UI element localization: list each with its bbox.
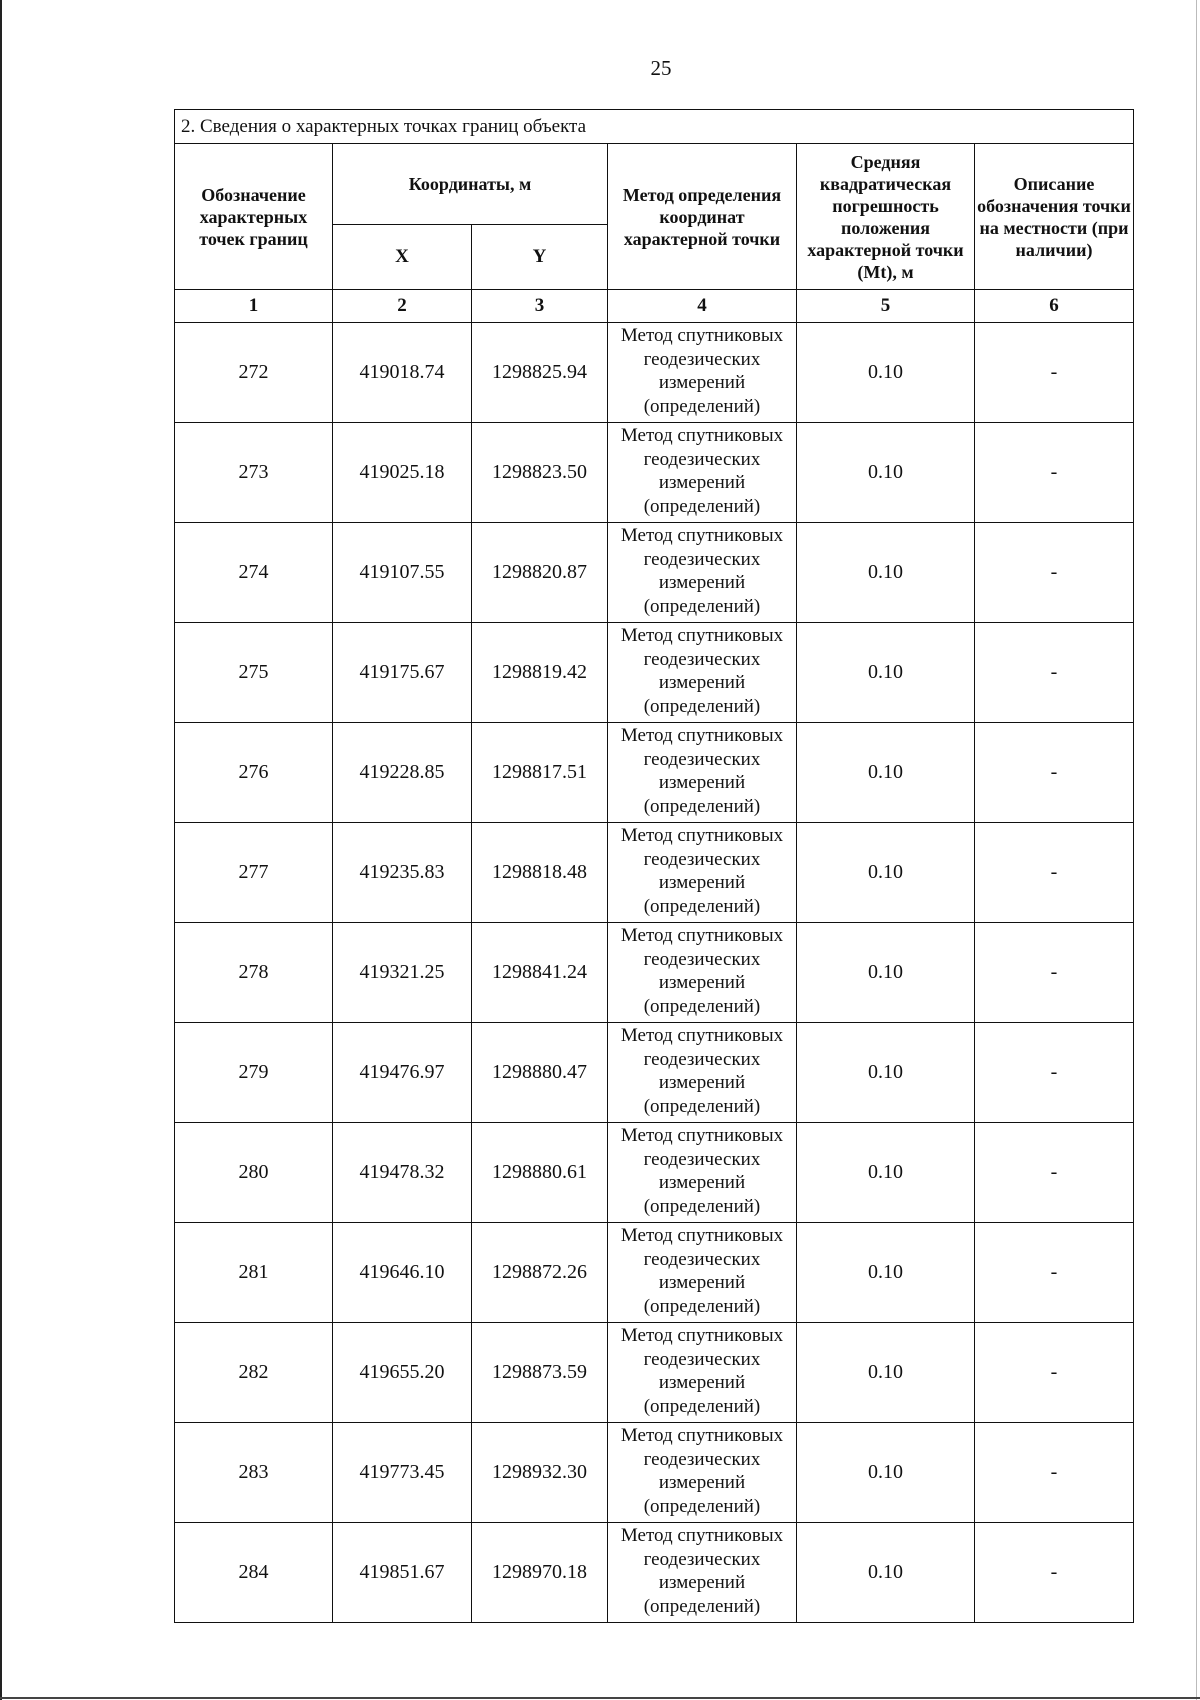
boundary-points-table (174, 109, 1134, 1623)
cell-x: 419228.85 (333, 723, 472, 823)
cell-error: 0.10 (797, 723, 975, 823)
cell-description: - (975, 823, 1134, 923)
scan-edge-right (1196, 0, 1197, 1700)
cell-x: 419025.18 (333, 423, 472, 523)
cell-description: - (975, 923, 1134, 1023)
cell-x: 419646.10 (333, 1223, 472, 1323)
cell-x: 419018.74 (333, 323, 472, 423)
cell-y: 1298880.47 (472, 1023, 608, 1123)
table-caption-row (175, 110, 1134, 144)
cell-method (608, 923, 797, 1023)
cell-description: - (975, 523, 1134, 623)
cell-method (608, 1323, 797, 1423)
column-number: 6 (975, 290, 1134, 323)
cell-method (608, 1123, 797, 1223)
cell-method (608, 423, 797, 523)
cell-x: 419235.83 (333, 823, 472, 923)
cell-error: 0.10 (797, 423, 975, 523)
column-number: 3 (472, 290, 608, 323)
cell-description: - (975, 723, 1134, 823)
page-number: 25 (650, 56, 672, 80)
cell-y: 1298817.51 (472, 723, 608, 823)
table-row (175, 323, 1134, 423)
cell-y: 1298825.94 (472, 323, 608, 423)
cell-point: 280 (175, 1123, 333, 1223)
table-row (175, 1423, 1134, 1523)
cell-x: 419773.45 (333, 1423, 472, 1523)
cell-x: 419321.25 (333, 923, 472, 1023)
method-text: Метод спутниковых геодезических измерений (определений) (620, 725, 784, 817)
cell-point: 281 (175, 1223, 333, 1323)
table-row (175, 623, 1134, 723)
method-text: Метод спутниковых геодезических измерений (определений) (620, 1125, 784, 1217)
table-caption: 2. Сведения о характерных точках границ объекта (175, 110, 1134, 144)
column-number: 4 (608, 290, 797, 323)
cell-point: 283 (175, 1423, 333, 1523)
cell-point: 275 (175, 623, 333, 723)
method-text: Метод спутниковых геодезических измерений (определений) (620, 1225, 784, 1317)
cell-y: 1298880.61 (472, 1123, 608, 1223)
table-row (175, 1523, 1134, 1623)
cell-description: - (975, 323, 1134, 423)
scan-edge-bottom (0, 1697, 1200, 1699)
method-text: Метод спутниковых геодезических измерений (определений) (620, 325, 784, 417)
header-x: X (333, 225, 472, 290)
table-row (175, 723, 1134, 823)
cell-error: 0.10 (797, 923, 975, 1023)
method-text: Метод спутниковых геодезических измерений (определений) (620, 1325, 784, 1417)
method-text: Метод спутниковых геодезических измерений (определений) (620, 425, 784, 517)
cell-description: - (975, 1223, 1134, 1323)
header-description: Описание обозначения точки на местности (при наличии) (975, 144, 1134, 290)
cell-method (608, 523, 797, 623)
header-method: Метод определения координат характерной точки (608, 144, 797, 290)
cell-method (608, 1023, 797, 1123)
method-text: Метод спутниковых геодезических измерений (определений) (620, 525, 784, 617)
cell-y: 1298820.87 (472, 523, 608, 623)
cell-description: - (975, 423, 1134, 523)
cell-error: 0.10 (797, 523, 975, 623)
cell-method (608, 323, 797, 423)
cell-point: 273 (175, 423, 333, 523)
cell-method (608, 1523, 797, 1623)
cell-method (608, 1223, 797, 1323)
cell-y: 1298819.42 (472, 623, 608, 723)
cell-y: 1298873.59 (472, 1323, 608, 1423)
table-header-row (175, 144, 1134, 225)
cell-method (608, 1423, 797, 1523)
cell-description: - (975, 1323, 1134, 1423)
cell-x: 419478.32 (333, 1123, 472, 1223)
cell-x: 419851.67 (333, 1523, 472, 1623)
cell-x: 419476.97 (333, 1023, 472, 1123)
cell-error: 0.10 (797, 1523, 975, 1623)
method-text: Метод спутниковых геодезических измерений (определений) (620, 1525, 784, 1617)
method-text: Метод спутниковых геодезических измерений (определений) (620, 925, 784, 1017)
header-error: Средняя квадратическая погрешность положения характерной точки (Mt), м (797, 144, 975, 290)
cell-error: 0.10 (797, 1223, 975, 1323)
cell-error: 0.10 (797, 1423, 975, 1523)
column-number: 2 (333, 290, 472, 323)
cell-y: 1298932.30 (472, 1423, 608, 1523)
method-text: Метод спутниковых геодезических измерений (определений) (620, 1025, 784, 1117)
cell-error: 0.10 (797, 623, 975, 723)
cell-point: 278 (175, 923, 333, 1023)
cell-point: 272 (175, 323, 333, 423)
cell-description: - (975, 623, 1134, 723)
cell-error: 0.10 (797, 323, 975, 423)
cell-description: - (975, 1423, 1134, 1523)
cell-error: 0.10 (797, 1023, 975, 1123)
header-y: Y (472, 225, 608, 290)
cell-point: 284 (175, 1523, 333, 1623)
table-row (175, 1023, 1134, 1123)
method-text: Метод спутниковых геодезических измерений (определений) (620, 825, 784, 917)
cell-method (608, 723, 797, 823)
table-row (175, 523, 1134, 623)
cell-method (608, 823, 797, 923)
cell-x: 419175.67 (333, 623, 472, 723)
header-designation: Обозначение характерных точек границ (175, 144, 333, 290)
cell-y: 1298823.50 (472, 423, 608, 523)
method-text: Метод спутниковых геодезических измерений (определений) (620, 625, 784, 717)
cell-error: 0.10 (797, 1123, 975, 1223)
cell-description: - (975, 1523, 1134, 1623)
table-row (175, 1123, 1134, 1223)
table-row (175, 1223, 1134, 1323)
cell-description: - (975, 1023, 1134, 1123)
cell-point: 277 (175, 823, 333, 923)
table-row (175, 423, 1134, 523)
cell-x: 419655.20 (333, 1323, 472, 1423)
cell-y: 1298970.18 (472, 1523, 608, 1623)
cell-description: - (975, 1123, 1134, 1223)
cell-point: 282 (175, 1323, 333, 1423)
table-row (175, 923, 1134, 1023)
cell-point: 279 (175, 1023, 333, 1123)
method-text: Метод спутниковых геодезических измерений (определений) (620, 1425, 784, 1517)
header-coordinates: Координаты, м (333, 144, 608, 225)
cell-error: 0.10 (797, 1323, 975, 1423)
cell-y: 1298872.26 (472, 1223, 608, 1323)
table-row (175, 823, 1134, 923)
cell-error: 0.10 (797, 823, 975, 923)
cell-point: 274 (175, 523, 333, 623)
column-number: 1 (175, 290, 333, 323)
scan-edge-left (0, 0, 2, 1700)
column-number-row (175, 290, 1134, 323)
cell-y: 1298841.24 (472, 923, 608, 1023)
column-number: 5 (797, 290, 975, 323)
table-body (175, 110, 1134, 1623)
cell-point: 276 (175, 723, 333, 823)
cell-method (608, 623, 797, 723)
cell-x: 419107.55 (333, 523, 472, 623)
table-row (175, 1323, 1134, 1423)
cell-y: 1298818.48 (472, 823, 608, 923)
